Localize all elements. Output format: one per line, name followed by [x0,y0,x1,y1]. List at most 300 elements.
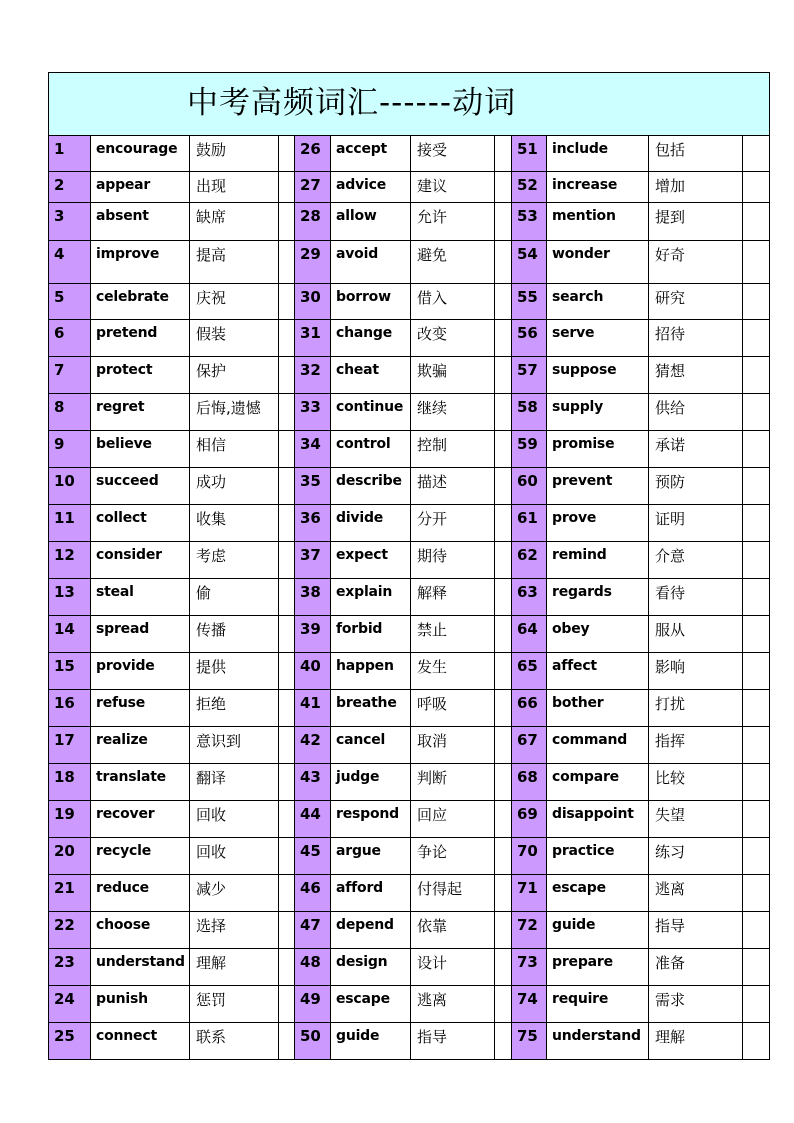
chinese-meaning: 继续 [417,399,448,417]
english-word: expect [336,547,388,563]
chinese-meaning: 改变 [417,325,448,343]
chinese-meaning: 成功 [196,473,227,491]
chinese-meaning-cell [411,690,495,727]
word-number-cell [49,394,91,431]
chinese-meaning: 服从 [655,621,686,639]
english-word: improve [96,246,160,262]
word-number: 64 [517,620,538,638]
chinese-meaning: 供给 [655,399,686,417]
word-number-cell [295,172,331,203]
english-word-cell [547,284,649,320]
english-word: cheat [336,362,379,378]
blank-cell [279,394,295,431]
word-number-cell [512,949,547,986]
chinese-meaning: 承诺 [655,436,686,454]
english-word-cell [331,801,411,838]
english-word-cell [547,875,649,912]
chinese-meaning: 发生 [417,658,448,676]
chinese-meaning: 期待 [417,547,448,565]
english-word: regards [552,584,612,600]
word-number-cell [295,357,331,394]
blank-cell [495,949,512,986]
blank-cell [495,505,512,542]
chinese-meaning: 解释 [417,584,448,602]
chinese-meaning: 影响 [655,658,686,676]
english-word-cell [91,505,190,542]
word-number: 31 [300,324,321,342]
chinese-meaning: 打扰 [655,695,686,713]
word-number: 15 [54,657,75,675]
word-number: 60 [517,472,538,490]
word-number-cell [295,284,331,320]
english-word: collect [96,510,147,526]
english-word-cell [331,241,411,284]
word-number: 63 [517,583,538,601]
english-word: disappoint [552,806,634,822]
english-word-cell [547,912,649,949]
chinese-meaning: 需求 [655,991,686,1009]
table-row [49,653,770,690]
word-number-cell [295,505,331,542]
chinese-meaning: 理解 [655,1028,686,1046]
word-number: 46 [300,879,321,897]
blank-cell [495,986,512,1023]
chinese-meaning-cell [649,986,743,1023]
page-title: 中考高频词汇------动词 [187,85,517,121]
blank-cell [743,949,770,986]
english-word: judge [336,769,380,785]
word-number: 5 [54,288,65,306]
vocabulary-table [48,72,770,1060]
blank-cell [743,875,770,912]
blank-cell [743,1023,770,1060]
word-number: 35 [300,472,321,490]
english-word-cell [91,616,190,653]
chinese-meaning: 指导 [655,917,686,935]
chinese-meaning-cell [190,579,279,616]
english-word-cell [331,690,411,727]
chinese-meaning-cell [649,468,743,505]
blank-cell [743,241,770,284]
chinese-meaning: 失望 [655,806,686,824]
blank-cell [495,357,512,394]
word-number: 32 [300,361,321,379]
word-number-cell [295,912,331,949]
word-number: 24 [54,990,75,1008]
blank-cell [743,764,770,801]
english-word: obey [552,621,590,637]
blank-cell [495,203,512,241]
word-number-cell [295,468,331,505]
english-word: guide [552,917,596,933]
chinese-meaning-cell [649,136,743,172]
english-word: change [336,325,392,341]
word-number-cell [49,468,91,505]
chinese-meaning: 回收 [196,806,227,824]
english-word: promise [552,436,615,452]
english-word-cell [331,949,411,986]
english-word: control [336,436,391,452]
english-word: protect [96,362,153,378]
chinese-meaning: 呼吸 [417,695,448,713]
english-word-cell [91,801,190,838]
english-word: advice [336,177,386,193]
blank-cell [495,875,512,912]
table-row [49,579,770,616]
table-row [49,203,770,241]
chinese-meaning: 控制 [417,436,448,454]
chinese-meaning-cell [649,431,743,468]
english-word: choose [96,917,151,933]
english-word: cancel [336,732,386,748]
english-word: escape [336,991,390,1007]
chinese-meaning: 禁止 [417,621,448,639]
english-word-cell [547,136,649,172]
chinese-meaning: 增加 [655,177,686,195]
blank-cell [743,394,770,431]
english-word-cell [91,764,190,801]
english-word: escape [552,880,606,896]
english-word: succeed [96,473,159,489]
word-number-cell [512,203,547,241]
word-number: 53 [517,207,538,225]
english-word-cell [547,764,649,801]
chinese-meaning-cell [411,838,495,875]
word-number: 25 [54,1027,75,1045]
word-number: 70 [517,842,538,860]
chinese-meaning-cell [411,284,495,320]
chinese-meaning: 接受 [417,141,448,159]
word-number-cell [49,1023,91,1060]
english-word: argue [336,843,381,859]
word-number-cell [49,764,91,801]
english-word-cell [91,431,190,468]
english-word: allow [336,208,377,224]
english-word: translate [96,769,166,785]
english-word-cell [91,136,190,172]
blank-cell [495,542,512,579]
english-word-cell [91,579,190,616]
chinese-meaning-cell [190,764,279,801]
english-word: suppose [552,362,617,378]
english-word: remind [552,547,607,563]
chinese-meaning: 出现 [196,177,227,195]
word-number: 75 [517,1027,538,1045]
blank-cell [279,1023,295,1060]
chinese-meaning-cell [411,727,495,764]
chinese-meaning: 避免 [417,246,448,264]
english-word: require [552,991,609,1007]
blank-cell [279,912,295,949]
word-number: 54 [517,245,538,263]
blank-cell [495,468,512,505]
blank-cell [279,241,295,284]
word-number: 61 [517,509,538,527]
chinese-meaning-cell [190,431,279,468]
word-number: 59 [517,435,538,453]
english-word-cell [331,431,411,468]
chinese-meaning-cell [649,838,743,875]
word-number-cell [49,284,91,320]
chinese-meaning: 招待 [655,325,686,343]
english-word-cell [331,1023,411,1060]
chinese-meaning-cell [649,727,743,764]
word-number: 51 [517,140,538,158]
blank-cell [495,801,512,838]
word-number: 57 [517,361,538,379]
english-word-cell [331,727,411,764]
word-number-cell [49,727,91,764]
word-number-cell [295,727,331,764]
word-number-cell [49,241,91,284]
word-number-cell [295,764,331,801]
english-word: reduce [96,880,149,896]
word-number: 26 [300,140,321,158]
blank-cell [279,136,295,172]
word-number: 14 [54,620,75,638]
english-word-cell [331,136,411,172]
chinese-meaning-cell [190,505,279,542]
chinese-meaning: 建议 [417,177,448,195]
word-number: 1 [54,140,65,158]
word-number-cell [512,284,547,320]
chinese-meaning: 猜想 [655,362,686,380]
word-number: 74 [517,990,538,1008]
word-number-cell [295,241,331,284]
chinese-meaning-cell [649,653,743,690]
chinese-meaning-cell [411,653,495,690]
word-number-cell [512,542,547,579]
english-word-cell [91,949,190,986]
english-word-cell [547,394,649,431]
blank-cell [743,912,770,949]
english-word-cell [91,986,190,1023]
word-number: 66 [517,694,538,712]
table-row [49,986,770,1023]
english-word: provide [96,658,155,674]
chinese-meaning: 好奇 [655,246,686,264]
chinese-meaning: 允许 [417,208,448,226]
english-word: supply [552,399,604,415]
blank-cell [279,431,295,468]
chinese-meaning: 逃离 [655,880,686,898]
english-word-cell [91,875,190,912]
english-word-cell [547,505,649,542]
chinese-meaning-cell [190,203,279,241]
table-row [49,801,770,838]
chinese-meaning: 分开 [417,510,448,528]
english-word: increase [552,177,618,193]
table-row [49,357,770,394]
blank-cell [279,690,295,727]
word-number-cell [49,136,91,172]
english-word: divide [336,510,384,526]
blank-cell [495,912,512,949]
blank-cell [743,838,770,875]
chinese-meaning-cell [190,875,279,912]
chinese-meaning-cell [190,912,279,949]
blank-cell [743,727,770,764]
word-number: 67 [517,731,538,749]
blank-cell [279,986,295,1023]
word-number: 48 [300,953,321,971]
english-word: consider [96,547,162,563]
chinese-meaning: 判断 [417,769,448,787]
english-word-cell [547,1023,649,1060]
chinese-meaning-cell [190,357,279,394]
chinese-meaning: 拒绝 [196,695,227,713]
chinese-meaning-cell [649,616,743,653]
chinese-meaning: 鼓励 [196,141,227,159]
english-word-cell [547,357,649,394]
blank-cell [279,542,295,579]
english-word: appear [96,177,151,193]
chinese-meaning: 指导 [417,1028,448,1046]
english-word-cell [91,203,190,241]
word-number: 3 [54,207,65,225]
english-word: compare [552,769,619,785]
chinese-meaning-cell [190,949,279,986]
word-number-cell [512,653,547,690]
english-word: spread [96,621,150,637]
word-number: 10 [54,472,75,490]
english-word-cell [91,357,190,394]
word-number-cell [49,172,91,203]
blank-cell [495,838,512,875]
table-row [49,912,770,949]
chinese-meaning-cell [649,579,743,616]
english-word: celebrate [96,289,169,305]
word-number-cell [49,838,91,875]
table-row [49,616,770,653]
chinese-meaning: 惩罚 [196,991,227,1009]
word-number-cell [49,986,91,1023]
word-number-cell [295,1023,331,1060]
english-word: refuse [96,695,146,711]
blank-cell [279,949,295,986]
chinese-meaning-cell [411,542,495,579]
table-row [49,875,770,912]
word-number: 30 [300,288,321,306]
word-number-cell [295,542,331,579]
english-word: encourage [96,141,178,157]
english-word: borrow [336,289,391,305]
word-number-cell [49,653,91,690]
blank-cell [743,357,770,394]
word-number-cell [512,986,547,1023]
table-row [49,394,770,431]
word-number-cell [512,1023,547,1060]
english-word-cell [547,542,649,579]
word-number-cell [295,838,331,875]
chinese-meaning: 指挥 [655,732,686,750]
english-word: breathe [336,695,397,711]
word-number-cell [512,690,547,727]
chinese-meaning-cell [190,468,279,505]
word-number: 21 [54,879,75,897]
table-row [49,727,770,764]
english-word: wonder [552,246,610,262]
english-word-cell [547,203,649,241]
chinese-meaning: 逃离 [417,991,448,1009]
blank-cell [743,653,770,690]
chinese-meaning-cell [411,616,495,653]
english-word: continue [336,399,404,415]
chinese-meaning: 理解 [196,954,227,972]
chinese-meaning-cell [649,764,743,801]
word-number: 72 [517,916,538,934]
english-word: happen [336,658,394,674]
chinese-meaning-cell [411,764,495,801]
chinese-meaning-cell [649,949,743,986]
chinese-meaning: 庆祝 [196,289,227,307]
blank-cell [743,690,770,727]
english-word-cell [331,505,411,542]
blank-cell [279,727,295,764]
word-number: 62 [517,546,538,564]
chinese-meaning: 看待 [655,584,686,602]
table-row [49,542,770,579]
word-number-cell [512,801,547,838]
blank-cell [743,203,770,241]
english-word-cell [331,320,411,357]
english-word-cell [547,616,649,653]
english-word: describe [336,473,402,489]
chinese-meaning: 付得起 [417,880,463,898]
chinese-meaning: 练习 [655,843,686,861]
english-word: steal [96,584,134,600]
blank-cell [279,172,295,203]
chinese-meaning: 联系 [196,1028,227,1046]
word-number: 19 [54,805,75,823]
word-number: 50 [300,1027,321,1045]
english-word: mention [552,208,616,224]
chinese-meaning-cell [411,394,495,431]
word-number-cell [49,875,91,912]
blank-cell [279,505,295,542]
word-number-cell [295,690,331,727]
word-number-cell [49,801,91,838]
word-number-cell [512,838,547,875]
word-number-cell [295,579,331,616]
word-number: 71 [517,879,538,897]
table-row [49,468,770,505]
chinese-meaning-cell [411,172,495,203]
english-word-cell [91,284,190,320]
chinese-meaning-cell [190,838,279,875]
chinese-meaning: 偷 [196,584,212,602]
english-word-cell [331,357,411,394]
english-word-cell [331,912,411,949]
word-number-cell [512,172,547,203]
english-word: believe [96,436,152,452]
table-body [49,136,770,1060]
chinese-meaning: 研究 [655,289,686,307]
word-number-cell [295,320,331,357]
chinese-meaning: 缺席 [196,208,227,226]
blank-cell [279,653,295,690]
word-number-cell [512,616,547,653]
word-number: 9 [54,435,65,453]
english-word: connect [96,1028,157,1044]
english-word-cell [331,653,411,690]
word-number: 13 [54,583,75,601]
word-number: 37 [300,546,321,564]
chinese-meaning-cell [649,284,743,320]
word-number: 69 [517,805,538,823]
word-number-cell [49,616,91,653]
blank-cell [495,616,512,653]
